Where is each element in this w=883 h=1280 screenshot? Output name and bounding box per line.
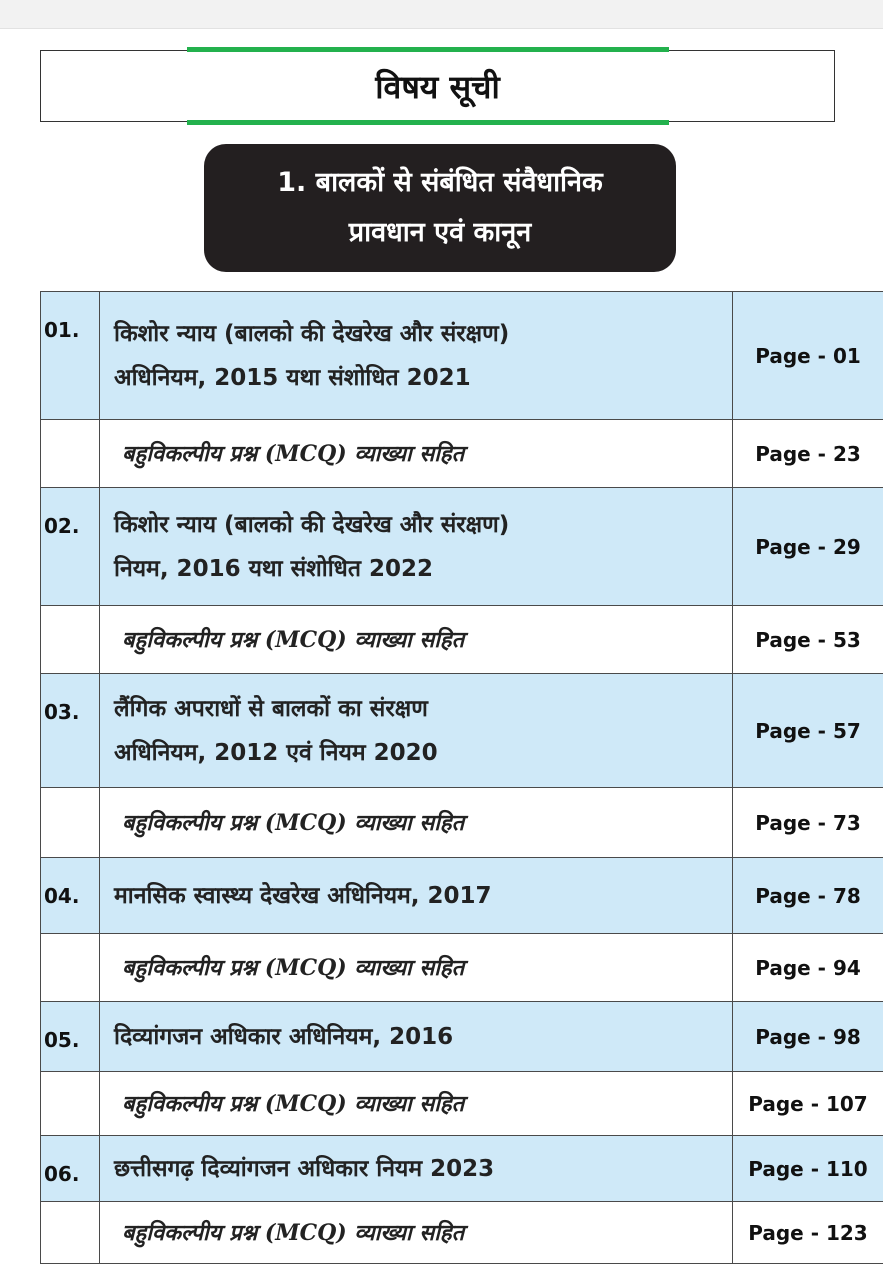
toc-mcq-row (41, 788, 883, 858)
toc-entry-row (41, 1136, 883, 1202)
mcq-title (100, 934, 733, 1002)
entry-title-line-1: लैंगिक अपराधों से बालकों का संरक्षण (114, 695, 428, 722)
entry-title-line-1: मानसिक स्वास्थ्य देखरेख अधिनियम, 2017 (114, 882, 492, 909)
contents-title-box (40, 50, 835, 122)
toc-entry-row (41, 674, 883, 788)
page-number: Page - 123 (733, 1202, 883, 1264)
toc-mcq-row (41, 606, 883, 674)
entry-title-line-1: बहुविकल्पीय प्रश्न (MCQ) व्याख्या सहित (122, 1219, 465, 1246)
section-heading-line-1: 1. बालकों से संबंधित संवैधानिक (277, 167, 603, 198)
entry-title-line-1: बहुविकल्पीय प्रश्न (MCQ) व्याख्या सहित (122, 626, 465, 653)
entry-number: 02. (41, 488, 100, 606)
toc-mcq-row (41, 1202, 883, 1264)
entry-number: 06. (41, 1136, 100, 1202)
entry-title-line-2: अधिनियम, 2012 एवं नियम 2020 (114, 739, 438, 766)
page-title: विषय सूची (375, 67, 500, 106)
toc-entry-row (41, 488, 883, 606)
page-number: Page - 98 (733, 1002, 883, 1072)
entry-number: 05. (41, 1002, 100, 1072)
toc-entry-row (41, 858, 883, 934)
entry-title-line-1: किशोर न्याय (बालको की देखरेख और संरक्षण) (114, 511, 510, 538)
entry-number (41, 934, 100, 1002)
entry-title-line-1: बहुविकल्पीय प्रश्न (MCQ) व्याख्या सहित (122, 440, 465, 467)
section-heading-line-2: प्रावधान एवं कानून (348, 217, 532, 248)
entry-number (41, 420, 100, 488)
toc-mcq-row (41, 1072, 883, 1136)
page-number: Page - 53 (733, 606, 883, 674)
page-number: Page - 29 (733, 488, 883, 606)
entry-title (100, 292, 733, 420)
section-heading (204, 144, 676, 272)
entry-title (100, 1002, 733, 1072)
entry-title-line-2: नियम, 2016 यथा संशोधित 2022 (114, 555, 433, 582)
page-number: Page - 110 (733, 1136, 883, 1202)
entry-title-line-1: छत्तीसगढ़ दिव्यांगजन अधिकार नियम 2023 (114, 1155, 495, 1182)
entry-number (41, 1072, 100, 1136)
entry-title-line-1: बहुविकल्पीय प्रश्न (MCQ) व्याख्या सहित (122, 1090, 465, 1117)
mcq-title (100, 788, 733, 858)
entry-number: 04. (41, 858, 100, 934)
page-number: Page - 01 (733, 292, 883, 420)
contents-table (40, 291, 883, 1264)
mcq-title (100, 1202, 733, 1264)
mcq-title (100, 1072, 733, 1136)
toc-entry-row (41, 292, 883, 420)
entry-number (41, 606, 100, 674)
page-number: Page - 94 (733, 934, 883, 1002)
page-number: Page - 23 (733, 420, 883, 488)
entry-title-line-1: बहुविकल्पीय प्रश्न (MCQ) व्याख्या सहित (122, 954, 465, 981)
page-number: Page - 57 (733, 674, 883, 788)
top-bar (0, 0, 883, 29)
page-number: Page - 73 (733, 788, 883, 858)
entry-title (100, 1136, 733, 1202)
entry-number (41, 788, 100, 858)
entry-title-line-1: दिव्यांगजन अधिकार अधिनियम, 2016 (114, 1023, 454, 1050)
entry-number: 03. (41, 674, 100, 788)
entry-title-line-1: बहुविकल्पीय प्रश्न (MCQ) व्याख्या सहित (122, 809, 465, 836)
green-rule-top (187, 47, 669, 52)
mcq-title (100, 420, 733, 488)
entry-title-line-2: अधिनियम, 2015 यथा संशोधित 2021 (114, 364, 471, 391)
entry-number (41, 1202, 100, 1264)
toc-mcq-row (41, 420, 883, 488)
entry-number: 01. (41, 292, 100, 420)
toc-mcq-row (41, 934, 883, 1002)
page-number: Page - 107 (733, 1072, 883, 1136)
green-rule-bottom (187, 120, 669, 125)
entry-title-line-1: किशोर न्याय (बालको की देखरेख और संरक्षण) (114, 320, 510, 347)
page-number: Page - 78 (733, 858, 883, 934)
toc-entry-row (41, 1002, 883, 1072)
mcq-title (100, 606, 733, 674)
entry-title (100, 488, 733, 606)
entry-title (100, 674, 733, 788)
entry-title (100, 858, 733, 934)
